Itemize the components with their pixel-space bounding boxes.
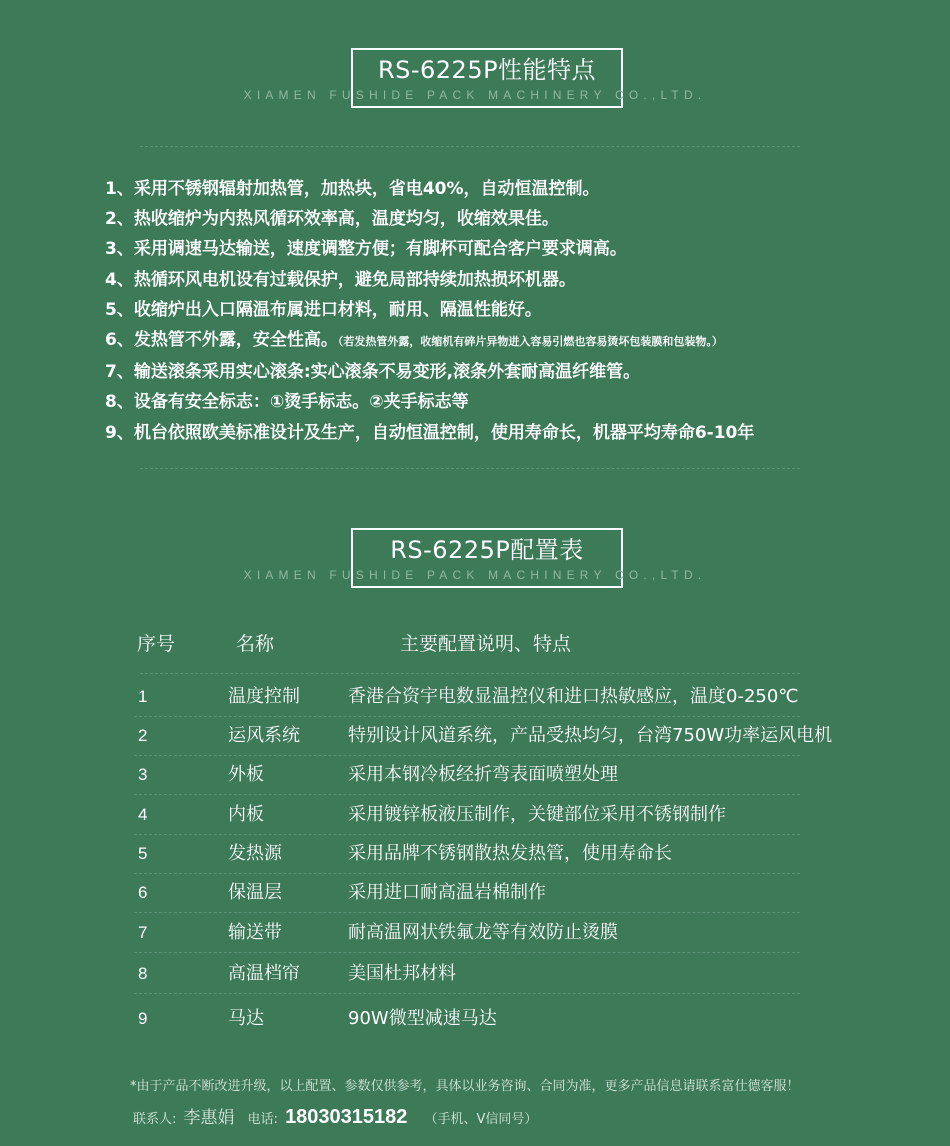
row-number: 6 [138,883,148,902]
row-name: 马达 [228,1008,264,1029]
table-row [138,1000,800,1040]
row-number: 7 [138,923,148,942]
feature-item: 5、收缩炉出入口隔温布属进口材料，耐用、隔温性能好。 [105,299,542,320]
table-row [138,835,800,874]
row-divider [134,952,800,953]
feature-item: 2、热收缩炉为内热风循环效率高，温度均匀，收缩效果佳。 [105,209,559,230]
feature-note: （若发热管外露，收缩机有碎片异物进入容易引燃也容易烫坏包装膜和包装物。） [337,335,723,349]
table-row [138,678,800,717]
phone-label: 电话: [247,1112,278,1127]
table-row [138,874,800,913]
row-description: 采用镀锌板液压制作，关键部位采用不锈钢制作 [348,804,726,825]
feature-item: 7、输送滚条采用实心滚条:实心滚条不易变形,滚条外套耐高温纤维管。 [105,362,641,383]
feature-item: 4、热循环风电机设有过载保护，避免局部持续加热损坏机器。 [105,269,576,290]
section-config-header [0,528,950,598]
phone-number: 18030315182 [285,1106,408,1128]
feature-item: 9、机台依照欧美标准设计及生产，自动恒温控制，使用寿命长，机器平均寿命6-10年 [105,422,755,443]
feature-item: 1、采用不锈钢辐射加热管，加热块，省电40%，自动恒温控制。 [105,179,600,199]
row-number: 1 [138,687,148,706]
row-name: 保温层 [228,882,282,903]
row-number: 4 [138,805,148,824]
feature-item: 3、采用调速马达输送，速度调整方便；有脚杯可配合客户要求调高。 [105,239,627,260]
features-title: RS-6225P性能特点 [377,56,597,84]
table-header-divider [140,673,800,674]
phone-note: （手机、V信同号） [424,1112,538,1127]
row-description: 采用本钢冷板经折弯表面喷塑处理 [348,764,618,785]
row-number: 3 [138,765,148,784]
row-description: 采用品牌不锈钢散热发热管，使用寿命长 [348,843,672,864]
row-number: 2 [138,726,148,745]
row-divider [134,794,800,795]
table-row [138,914,800,953]
table-header-name: 名称 [236,633,275,655]
feature-item: 8、设备有安全标志：①烫手标志。②夹手标志等 [105,392,469,413]
row-number: 5 [138,844,148,863]
config-company-subtitle: XIAMEN FUSHIDE PACK MACHINERY CO.,LTD. [243,568,707,582]
row-name: 温度控制 [228,686,300,707]
divider [140,146,800,147]
row-number: 8 [138,964,148,983]
row-name: 外板 [228,764,264,785]
contact-person-label: 联系人: [133,1112,177,1127]
contact-person-name: 李惠娟 [183,1108,235,1128]
row-name: 内板 [228,804,264,825]
row-description: 耐高温网状铁氟龙等有效防止烫膜 [348,922,618,943]
features-company-subtitle: XIAMEN FUSHIDE PACK MACHINERY CO.,LTD. [243,88,707,102]
table-header-desc: 主要配置说明、特点 [400,633,572,655]
table-row [138,717,833,756]
contact-info [133,1103,537,1129]
row-description: 特别设计风道系统，产品受热均匀，台湾750W功率运风电机 [348,725,833,746]
table-row [138,955,800,994]
config-title: RS-6225P配置表 [390,536,584,564]
row-description: 90W微型减速马达 [348,1008,497,1029]
row-divider [134,993,800,994]
row-description: 美国杜邦材料 [348,963,456,984]
disclaimer-note: *由于产品不断改进升级，以上配置、参数仅供参考，具体以业务咨询、合同为准，更多产品信息请联系富仕德客服！ [130,1079,800,1094]
section-features-header [0,48,950,118]
row-name: 运风系统 [228,725,300,746]
row-divider [134,912,800,913]
table-header-no: 序号 [137,633,176,655]
row-name: 输送带 [228,922,282,943]
features-list [105,174,754,448]
table-row [138,796,800,835]
feature-item: 6、发热管不外露，安全性高。（若发热管外露，收缩机有碎片异物进入容易引燃也容易烫坏包装膜和包装物。） [105,330,723,351]
row-name: 发热源 [228,843,282,864]
divider [140,468,800,469]
row-description: 采用进口耐高温岩棉制作 [348,882,546,903]
table-row [138,756,800,795]
row-description: 香港合资宇电数显温控仪和进口热敏感应，温度0-250℃ [348,686,799,707]
row-number: 9 [138,1009,148,1028]
row-name: 高温档帘 [228,963,300,984]
